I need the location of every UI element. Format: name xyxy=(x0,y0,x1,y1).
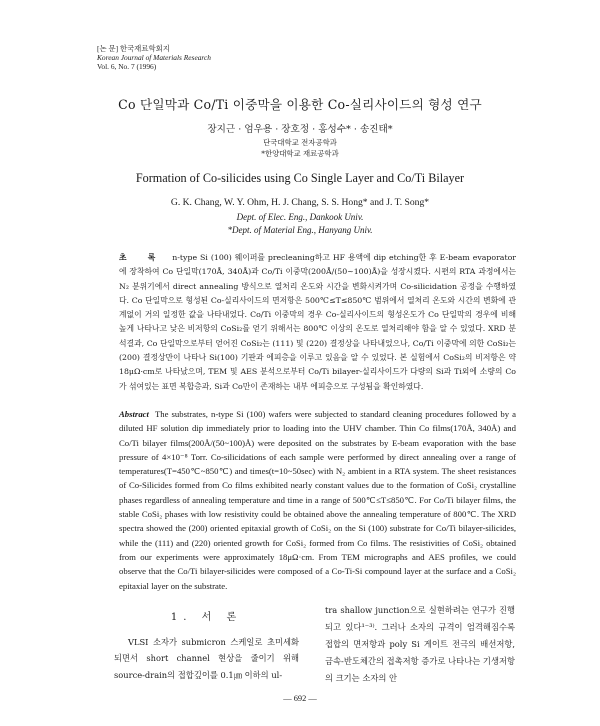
authors-en: G. K. Chang, W. Y. Ohm, H. J. Chang, S. S. Hong* and J. T. Song* xyxy=(170,197,430,208)
affiliations-ko xyxy=(0,137,600,159)
abstract-en-text: The substrates, n-type Si (100) wafers were subjected to standard cleaning procedures followed by a diluted HF solution dip immediately prior to loading into the UHV chamber. Thin Co films(170Å, 340Å) and Co/Ti bilayer films(200Å/(50~100)Å) were deposited on the substrates by E-beam evaporation with the base pressure of 4×10⁻⁸ Torr. Co-silicidations of each sample were performed by direct annealing over a range of temperatures(T=450℃~850℃) and times(t=10~50sec) with N₂ ambient in a RTA system. The sheet resistances of Co-Silicides formed from Co films exhibited nearly constant values due to the formation of CoSi₂ crystalline phases regardless of annealing temperature and time in a range of 500℃≤T≤850℃. For Co/Ti bilayer films, the stable CoSi₂ phases with low resistivity could be obtained above the annealing temperature of 800℃. The XRD spectra showed the (200) oriented epitaxial growth of CoSi₂ on the Si (100) substrate for Co/Ti bilayer-silicides, while the (111) and (220) oriented growth for CoSi₂ formed from Co films. The resistivities of CoSi₂ obtained from our experiments were approximately 18μΩ·cm. From TEM micrographs and AES profiles, we could observe that the Co/Ti bilayer-silicides were composed of a Co-Ti-Si compound layer at the surface and a CoSi₂ epitaxial layer on the substrate. xyxy=(119,409,516,591)
journal-name-en: Korean Journal of Materials Research xyxy=(97,53,211,62)
affiliations-en xyxy=(0,211,600,237)
section-heading-intro: 1. 서 론 xyxy=(170,612,243,623)
journal-header xyxy=(97,44,211,71)
abstract-en-label: Abstract xyxy=(119,409,149,419)
paper-title-en: Formation of Co-silicides using Co Single Layer and Co/Ti Bilayer xyxy=(135,171,465,185)
body-text-right: tra shallow junction으로 실현하려는 연구가 진행되고 있다¹⁻³⁾. 그러나 소자의 규격이 엄격해짐수록 접합의 면저항과 poly Si 게이트 전극의 배선저항, 금속-반도체간의 접촉저항 증가로 나타나는 기생저항의 크기는 소자의 안 xyxy=(325,605,515,683)
journal-volume: Vol. 6, No. 7 (1996) xyxy=(97,62,157,71)
affiliation-ko-1: 단국대학교 전자공학과 xyxy=(263,138,337,147)
affiliation-en-1: Dept. of Elec. Eng., Dankook Univ. xyxy=(236,212,364,222)
affiliation-ko-2: *한양대학교 재료공학과 xyxy=(261,149,339,158)
abstract-en xyxy=(119,407,516,593)
body-column-right xyxy=(325,602,515,687)
abstract-ko-text: n-type Si (100) 웨이퍼를 precleaning하고 HF 용액에 dip etching한 후 E-beam evaporator에 장착하여 Co 단일막(170Å, 340Å)과 Co/Ti 이중막(200Å/(50~100)Å)을 성장시켰다. 시편의 RTA 과정에서는 N₂ 분위기에서 direct annealing 방식으로 열처리 온도와 시간을 변화시켜가며 Co-silicidation 공정을 수행하였다. Co 단일막으로 형성된 Co-실리사이드의 면저항은 500℃≤T≤850℃ 범위에서 열처리 온도와 시간의 변화에 관계없이 거의 일정한 값을 나타내었다. Co/Ti 이중막의 경우 Co-실리사이드의 형성온도가 Co 단일막의 경우에 비해 높게 나타나고 낮은 비저항의 CoSi₂를 얻기 위해서는 800℃ 이상의 온도로 열처리해야 함을 알 수 있었다. XRD 분석결과, Co 단일막으로부터 얻어진 CoSi₂는 (111) 및 (220) 결정상을 나타내었으나, Co/Ti 이중막에 의한 CoSi₂는 (200) 결정상만이 나타나 Si(100) 기판과 에피층을 이루고 있음을 알 수 있었다. 본 실험에서 CoSi₂의 비저항은 약 18μΩ·cm로 나타났으며, TEM 및 AES 분석으로부터 Co/Ti bilayer-실리사이드가 다량의 Si과 Ti외에 소량의 Co가 섞여있는 표면 복합층과, Si과 Co만이 존재하는 내부 에피층으로 구성됨을 확인하였다. xyxy=(119,253,517,391)
body-column-left xyxy=(114,610,299,683)
abstract-ko xyxy=(119,251,516,394)
paper-title-ko: Co 단일막과 Co/Ti 이중막을 이용한 Co-실리사이드의 형성 연구 xyxy=(118,97,482,112)
abstract-ko-label: 초 록 xyxy=(119,253,165,262)
authors-ko: 장지근 · 엄우용 · 장호정 · 홍성수* · 송진태* xyxy=(207,124,393,135)
journal-name-ko: [논 문] 한국재료학회지 xyxy=(97,44,170,53)
page-number: — 692 — xyxy=(283,694,317,703)
affiliation-en-2: *Dept. of Material Eng., Hanyang Univ. xyxy=(227,225,373,235)
body-text-left: VLSI 소자가 submicron 스케일로 초미세화 되면서 short channel 현상을 줄이기 위해 source-drain의 접합깊이를 0.1㎛ 이하의 ul- xyxy=(114,636,299,680)
